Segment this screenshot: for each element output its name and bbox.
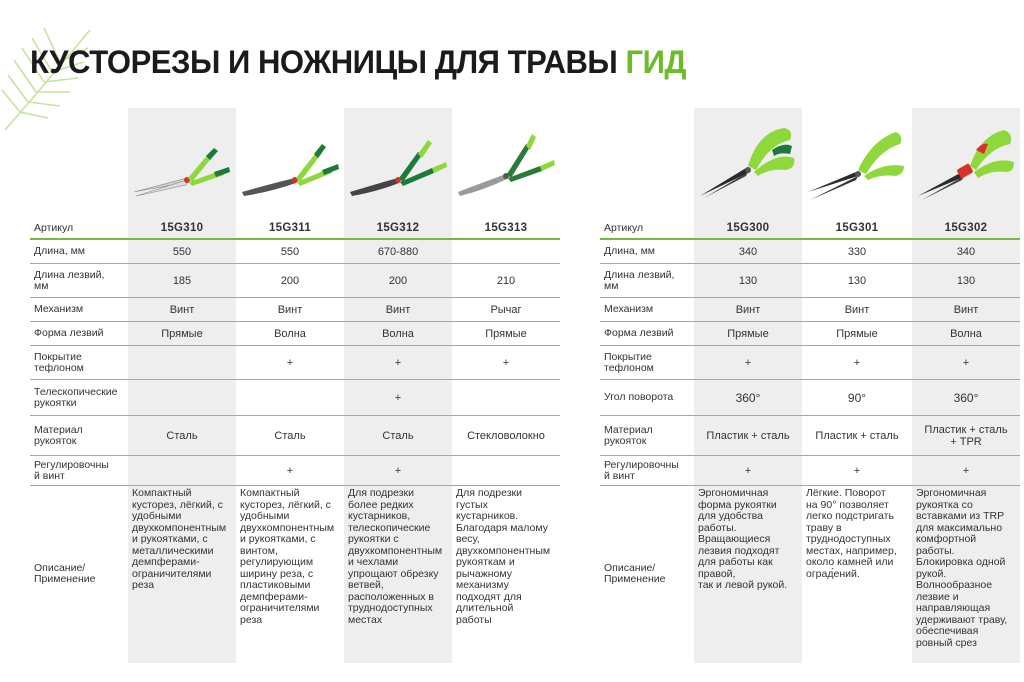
table-cell: Пластик + сталь + TPR [924, 423, 1008, 448]
table-cell: Винт [277, 303, 303, 316]
row-label: Телескопические рукоятки [34, 385, 118, 409]
table-cell: Винт [169, 303, 195, 316]
table-row [600, 456, 1020, 486]
table-cell: Сталь [274, 429, 306, 442]
table-cell: + [853, 356, 861, 369]
row-label: Описание/ Применение [34, 562, 96, 585]
table-cell: Винт [844, 303, 870, 316]
grass-shears-icon [916, 122, 1016, 202]
table-cell: 340 [738, 245, 758, 258]
table-cell: Прямые [836, 327, 878, 340]
table-cell: Прямые [161, 327, 203, 340]
table-cell: Винт [385, 303, 411, 316]
table-row [30, 346, 560, 380]
table-cell: 330 [847, 245, 867, 258]
table-cell [452, 456, 560, 485]
table-cell: 670-880 [377, 245, 419, 258]
article-code: 15G310 [160, 222, 204, 234]
title-accent: ГИД [625, 44, 687, 80]
table-row [30, 322, 560, 346]
table-cell: Прямые [485, 327, 527, 340]
row-label: Описание/ Применение [604, 562, 666, 585]
table-cell: 200 [388, 274, 408, 287]
table-cell: Волна [274, 327, 306, 340]
table-cell: + [394, 464, 402, 477]
grass-shears-icon [698, 122, 798, 202]
row-label: Материал рукояток [604, 423, 653, 447]
table-row [30, 416, 560, 456]
table-cell: Прямые [727, 327, 769, 340]
row-label: Регулировочны й винт [34, 458, 109, 482]
description-cell: Компактный кусторез, лёгкий, с удобными двухкомпонентным и рукоятками, с винтом, регулирующим ширину реза, с пластиковыми демпферами- ограничителями реза [240, 487, 335, 626]
table-row [600, 380, 1020, 416]
table-cell: Винт [953, 303, 979, 316]
row-label: Покрытие тефлоном [34, 350, 84, 374]
table-row [30, 264, 560, 298]
table-row [30, 486, 560, 662]
article-code: 15G300 [726, 222, 770, 234]
article-code: 15G312 [376, 222, 420, 234]
table-cell: Пластик + сталь [815, 429, 899, 442]
table-cell: + [286, 464, 294, 477]
table-cell [236, 380, 344, 415]
table-cell [452, 380, 560, 415]
table-row [600, 218, 1020, 240]
row-label: Длина лезвий, мм [34, 268, 105, 292]
hedge-shears-icon [240, 130, 340, 200]
grass-shears-table [600, 108, 1020, 663]
description-cell: Компактный кусторез, лёгкий, с удобными двухкомпонентным и рукоятками, с металлическими демпферами- ограничителями реза [132, 487, 227, 591]
table-cell: 340 [956, 245, 976, 258]
table-cell: 360° [735, 390, 761, 405]
description-cell: Для подрезки густых кустарников. Благодаря малому весу, двухкомпонентным рукояткам и рычажному механизму подходят для длительной работы [456, 487, 551, 626]
table-cell: + [853, 464, 861, 477]
table-cell [128, 380, 236, 415]
table-cell [128, 346, 236, 379]
description-cell: Лёгкие. Поворот на 90° позволяет легко подстригать траву в труднодоступных местах, например, около камней или оград́ений. [806, 487, 897, 580]
description-cell: Для подрезки более редких кустарников, телескопические рукоятки с двухкомпонентным и чехлами упрощают обрезку ветвей, расположенных в труднодоступных местах [348, 487, 443, 626]
table-row [600, 416, 1020, 456]
hedge-shears-icon [348, 130, 448, 200]
title-main: КУСТОРЕЗЫ И НОЖНИЦЫ ДЛЯ ТРАВЫ [30, 44, 618, 80]
table-row [30, 298, 560, 322]
table-cell: 90° [847, 390, 867, 405]
table-cell: + [962, 356, 970, 369]
article-code: 15G311 [268, 222, 312, 234]
table-row [30, 456, 560, 486]
row-label: Механизм [34, 303, 84, 315]
table-cell [128, 456, 236, 485]
table-cell: + [744, 356, 752, 369]
table-row [600, 486, 1020, 662]
table-cell: + [744, 464, 752, 477]
table-cell: Волна [950, 327, 982, 340]
table-cell: 360° [953, 390, 979, 405]
table-cell: Волна [382, 327, 414, 340]
table-row [30, 380, 560, 416]
table-cell: Винт [735, 303, 761, 316]
table-row [30, 240, 560, 264]
table-cell: Пластик + сталь [706, 429, 790, 442]
article-code: 15G302 [944, 222, 988, 234]
table-row [600, 264, 1020, 298]
table-cell: + [286, 356, 294, 369]
table-cell: 185 [172, 274, 192, 287]
article-code: 15G313 [484, 222, 528, 234]
table-cell: Сталь [382, 429, 414, 442]
row-label: Форма лезвий [604, 327, 674, 339]
article-code: 15G301 [835, 222, 879, 234]
row-label: Длина лезвий, мм [604, 268, 675, 292]
row-label: Регулировочны й винт [604, 458, 679, 482]
table-row [600, 346, 1020, 380]
row-label: Механизм [604, 303, 654, 315]
table-cell: Сталь [166, 429, 198, 442]
row-label: Форма лезвий [34, 327, 104, 339]
row-label: Артикул [34, 221, 74, 234]
table-cell: Стекловолокно [467, 429, 545, 442]
hedge-shears-icon [132, 130, 232, 200]
row-label: Длина, мм [34, 245, 86, 257]
table-cell: 200 [280, 274, 300, 287]
hedge-shears-icon [456, 130, 556, 200]
table-cell: + [394, 391, 402, 404]
row-label: Угол поворота [604, 391, 674, 403]
table-cell: + [962, 464, 970, 477]
table-cell: 210 [496, 274, 516, 287]
table-cell [452, 240, 560, 263]
table-cell: 550 [280, 245, 300, 258]
grass-shears-icon [806, 122, 906, 202]
table-row [600, 240, 1020, 264]
table-cell: + [394, 356, 402, 369]
row-label: Артикул [604, 221, 644, 234]
description-cell: Эргономичная форма рукоятки для удобства работы. Вращающиеся лезвия подходят для работы как правой, так и левой рукой. [698, 487, 788, 591]
hedge-shears-table [30, 108, 564, 663]
description-cell: Эргономичная рукоятка со вставками из TRP для максимально комфортной работы. Блокировка одной рукой. Волнообразное лезвие и направляющая удерживают траву, обеспечивая ровный срез [916, 487, 1008, 649]
table-cell: 130 [956, 274, 976, 287]
table-row [600, 322, 1020, 346]
page-title [30, 44, 686, 81]
table-row [30, 218, 560, 240]
table-cell: 550 [172, 245, 192, 258]
table-cell: 130 [738, 274, 758, 287]
table-row [600, 298, 1020, 322]
table-cell: Рычаг [490, 303, 522, 316]
table-cell: 130 [847, 274, 867, 287]
row-label: Покрытие тефлоном [604, 350, 654, 374]
row-label: Длина, мм [604, 245, 656, 257]
table-cell: + [502, 356, 510, 369]
row-label: Материал рукояток [34, 423, 83, 447]
